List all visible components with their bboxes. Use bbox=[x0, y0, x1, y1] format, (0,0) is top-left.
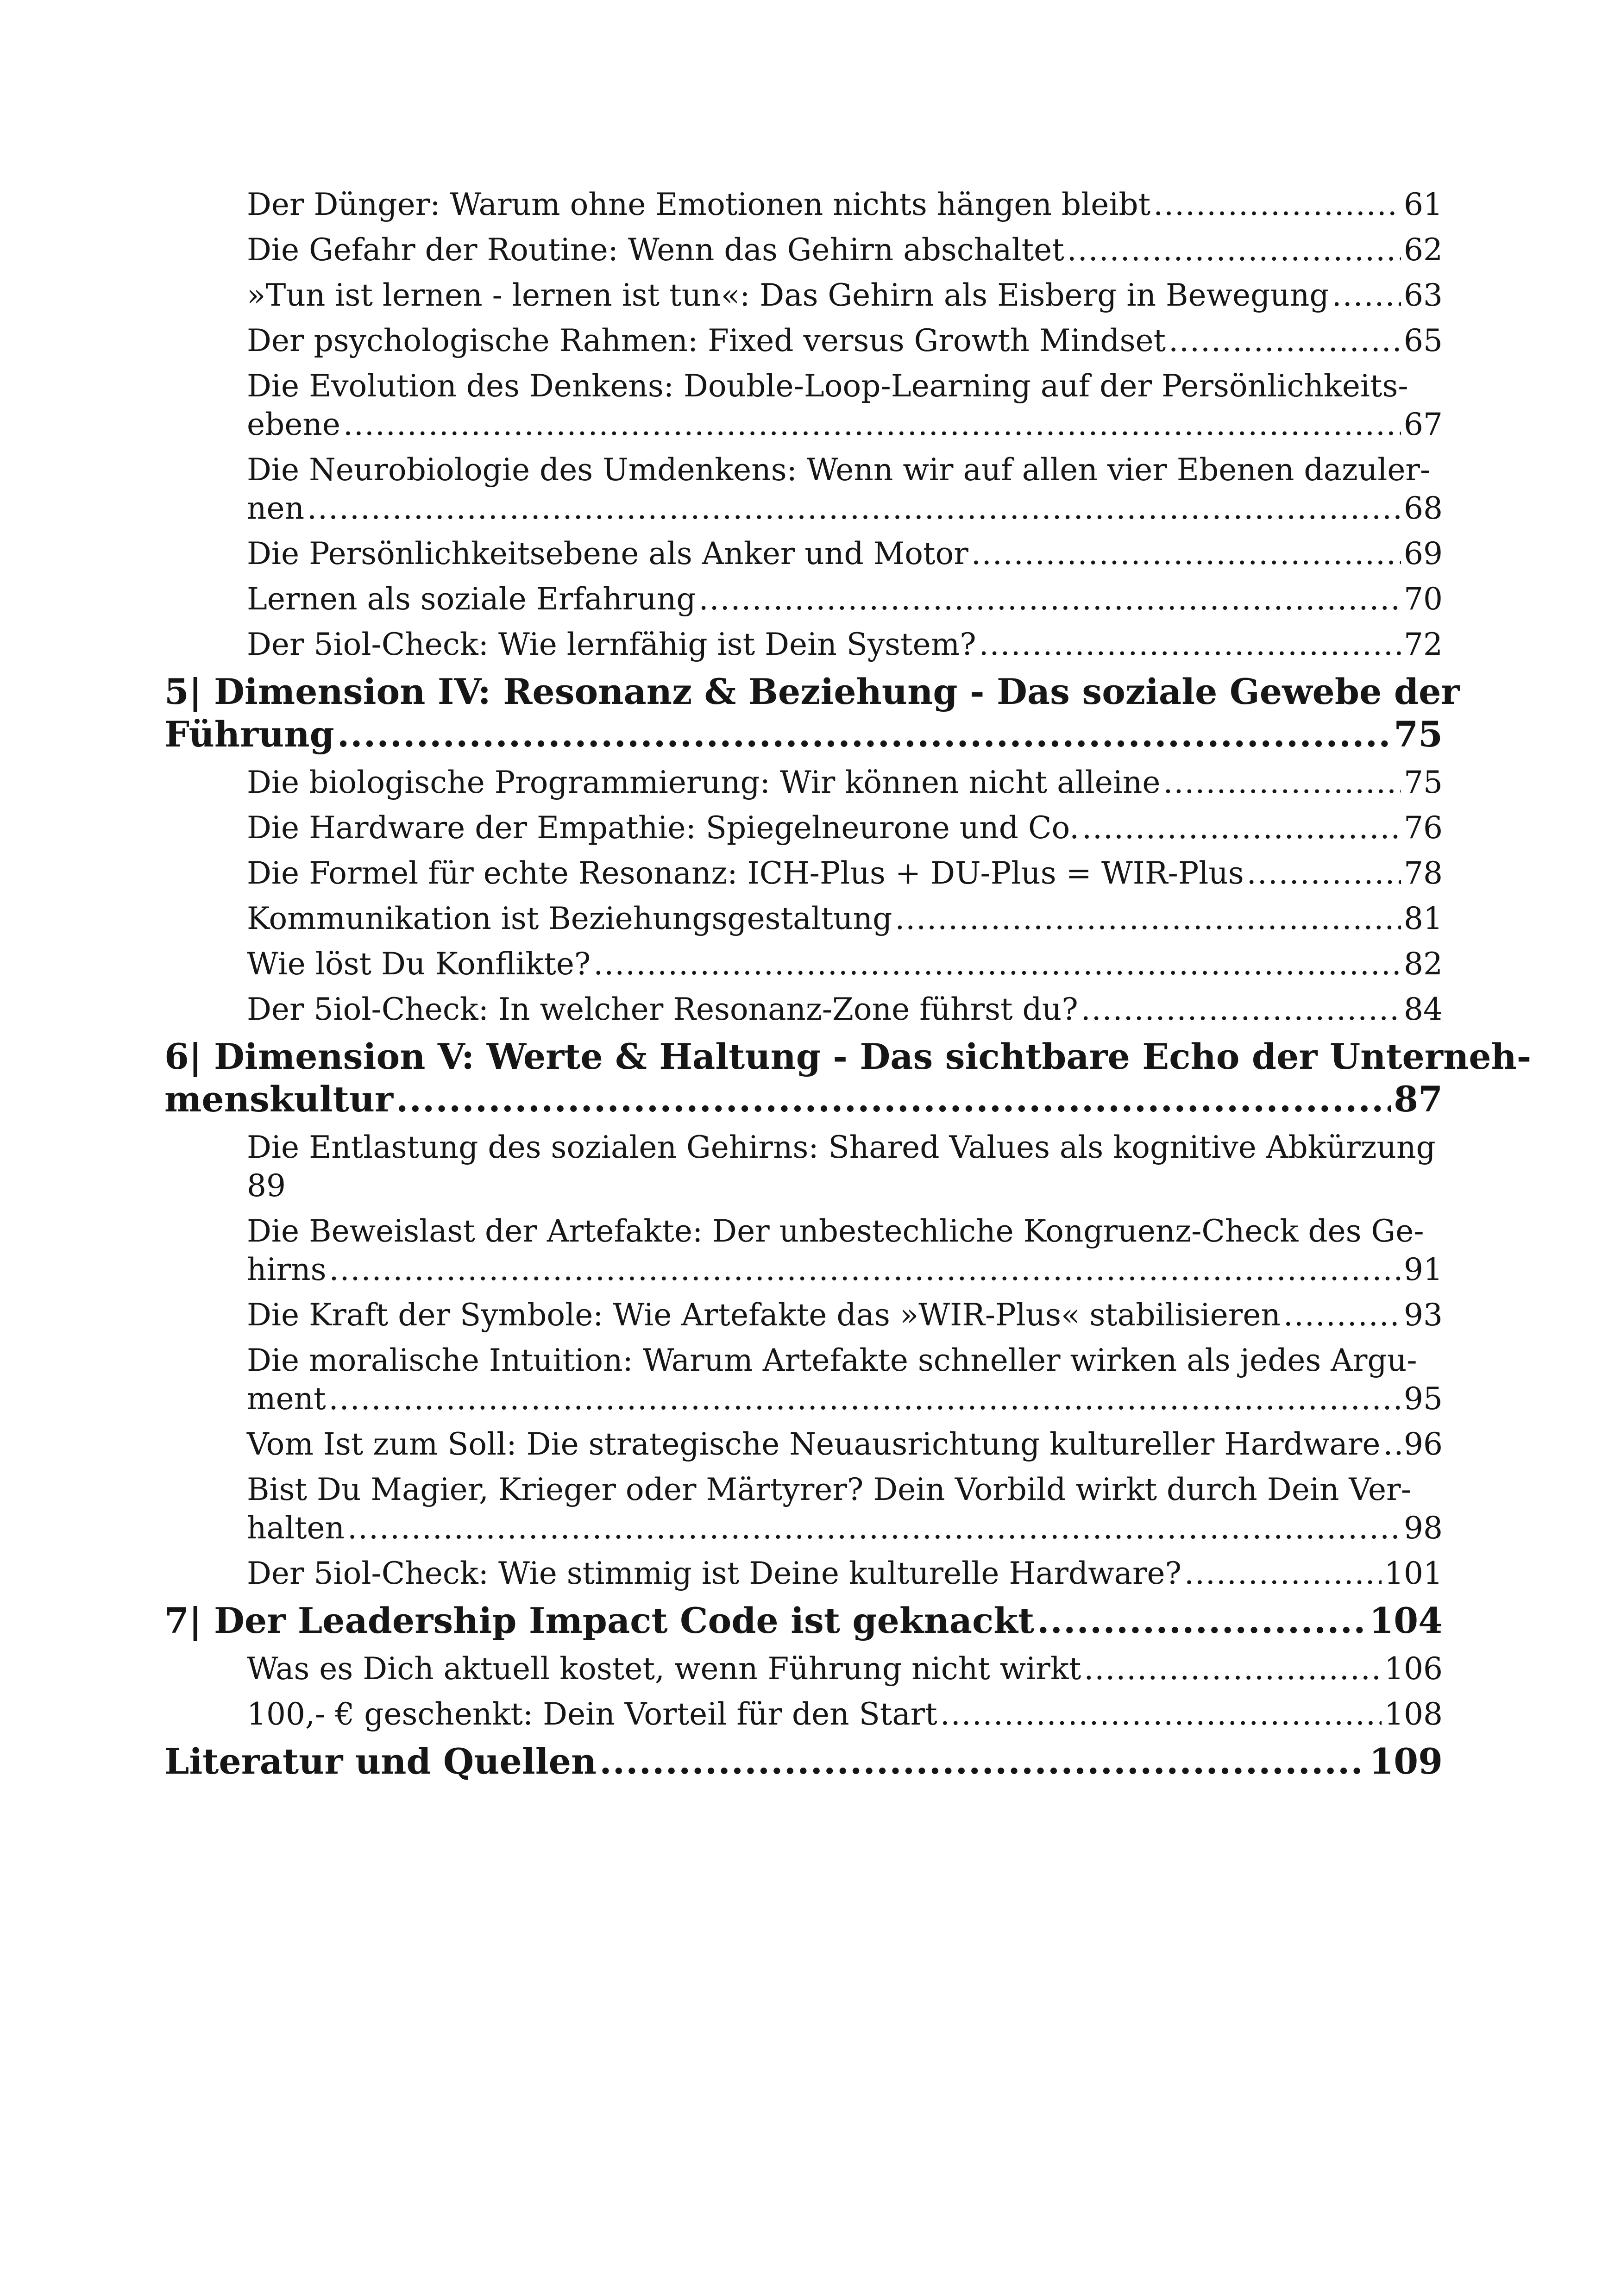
entry-title: Die Gefahr der Routine: Wenn das Gehirn abschaltet bbox=[247, 232, 1064, 268]
page-number: 106 bbox=[1384, 1651, 1443, 1687]
entry-title-line: Die Evolution des Denkens: Double-Loop-Learning auf der Persönlichkeits- bbox=[247, 368, 1408, 404]
dot-leader bbox=[979, 625, 1401, 664]
page-number: 65 bbox=[1404, 323, 1443, 358]
entry-title: Die Persönlichkeitsebene als Anker und Motor bbox=[247, 536, 968, 571]
dot-leader bbox=[1067, 231, 1401, 269]
page-number: 91 bbox=[1404, 1252, 1443, 1287]
toc-entry[interactable] bbox=[164, 534, 1443, 573]
entry-title: »Tun ist lernen - lernen ist tun«: Das Gehirn als Eisberg in Bewegung bbox=[247, 277, 1329, 313]
entry-title: Der 5iol-Check: Wie lernfähig ist Dein System? bbox=[247, 627, 976, 662]
toc-chapter[interactable] bbox=[164, 1600, 1443, 1642]
toc-chapter[interactable] bbox=[164, 671, 1460, 756]
page-number: 67 bbox=[1404, 407, 1443, 442]
dot-leader bbox=[337, 713, 1391, 756]
toc-entry[interactable] bbox=[164, 1296, 1443, 1334]
toc-chapter[interactable] bbox=[164, 1740, 1443, 1783]
toc-entry[interactable] bbox=[164, 854, 1443, 892]
toc-entry[interactable] bbox=[164, 1695, 1443, 1733]
chapter-title-continuation: menskultur bbox=[164, 1079, 393, 1120]
entry-title: Die Kraft der Symbole: Wie Artefakte das »WIR-Plus« stabilisieren bbox=[247, 1297, 1281, 1333]
dot-leader bbox=[1153, 185, 1401, 224]
page-number: 70 bbox=[1404, 581, 1443, 617]
dot-leader bbox=[347, 1509, 1401, 1547]
toc-entry[interactable] bbox=[164, 899, 1443, 938]
dot-leader bbox=[1247, 854, 1401, 892]
dot-leader bbox=[329, 1380, 1401, 1418]
dot-leader bbox=[329, 1250, 1401, 1289]
entry-title: 100,- € geschenkt: Dein Vorteil für den Start bbox=[247, 1696, 937, 1732]
dot-leader bbox=[343, 405, 1401, 444]
dot-leader bbox=[1332, 276, 1401, 314]
toc-entry[interactable] bbox=[164, 1212, 1443, 1289]
entry-title: Die Hardware der Empathie: Spiegelneurone und Co. bbox=[247, 810, 1080, 846]
page-number: 75 bbox=[1394, 714, 1443, 755]
toc-entry[interactable] bbox=[164, 990, 1443, 1029]
entry-title-line: Die moralische Intuition: Warum Artefakte schneller wirken als jedes Argu- bbox=[247, 1342, 1417, 1378]
page-number: 69 bbox=[1404, 536, 1443, 571]
entry-title-line: Die Neurobiologie des Umdenkens: Wenn wir auf allen vier Ebenen dazuler- bbox=[247, 452, 1431, 488]
chapter-title: Literatur und Quellen bbox=[164, 1741, 597, 1782]
entry-title: Lernen als soziale Erfahrung bbox=[247, 581, 696, 617]
entry-title: Der 5iol-Check: In welcher Resonanz-Zone führst du? bbox=[247, 991, 1078, 1027]
dot-leader bbox=[1163, 763, 1401, 802]
entry-title-continuation: halten bbox=[247, 1510, 345, 1546]
page-number: 101 bbox=[1384, 1556, 1443, 1591]
page-number: 108 bbox=[1384, 1696, 1443, 1732]
dot-leader bbox=[1383, 1425, 1401, 1463]
dot-leader bbox=[396, 1078, 1391, 1121]
dot-leader bbox=[940, 1695, 1382, 1733]
toc-entry[interactable] bbox=[164, 321, 1443, 360]
toc-entry[interactable] bbox=[164, 625, 1443, 664]
dot-leader bbox=[1082, 809, 1401, 847]
toc-entry[interactable] bbox=[164, 809, 1443, 847]
table-of-contents bbox=[164, 185, 1532, 1790]
toc-entry[interactable] bbox=[164, 451, 1443, 527]
toc-entry[interactable] bbox=[164, 1470, 1443, 1547]
toc-entry[interactable] bbox=[164, 1554, 1443, 1593]
dot-leader bbox=[1084, 1650, 1382, 1688]
dot-leader bbox=[599, 1740, 1366, 1783]
page-number: 62 bbox=[1404, 232, 1443, 268]
page-number: 84 bbox=[1404, 991, 1443, 1027]
chapter-title-continuation: Führung bbox=[164, 714, 334, 755]
entry-title-continuation: ment bbox=[247, 1381, 326, 1417]
toc-entry[interactable] bbox=[164, 1650, 1443, 1688]
page-number: 75 bbox=[1404, 765, 1443, 800]
dot-leader bbox=[971, 534, 1401, 573]
page-number: 68 bbox=[1404, 490, 1443, 526]
toc-entry[interactable] bbox=[164, 185, 1443, 224]
toc-entry[interactable] bbox=[164, 1128, 1443, 1205]
toc-entry[interactable] bbox=[164, 367, 1443, 444]
page-number: 76 bbox=[1404, 810, 1443, 846]
entry-title-line: Bist Du Magier, Krieger oder Märtyrer? Dein Vorbild wirkt durch Dein Ver- bbox=[247, 1472, 1411, 1507]
page-number: 98 bbox=[1404, 1510, 1443, 1546]
dot-leader bbox=[895, 899, 1401, 938]
dot-leader bbox=[1184, 1554, 1382, 1593]
chapter-title-line: 6| Dimension V: Werte & Haltung - Das sichtbare Echo der Unterneh- bbox=[164, 1036, 1532, 1077]
chapter-title-line: 5| Dimension IV: Resonanz & Beziehung - Das soziale Gewebe der bbox=[164, 671, 1460, 712]
page-number: 63 bbox=[1404, 277, 1443, 313]
entry-title: Der 5iol-Check: Wie stimmig ist Deine kulturelle Hardware? bbox=[247, 1556, 1181, 1591]
page-number: 95 bbox=[1404, 1381, 1443, 1417]
entry-title: Der Dünger: Warum ohne Emotionen nichts hängen bleibt bbox=[247, 187, 1151, 222]
entry-title: Wie löst Du Konflikte? bbox=[247, 946, 591, 982]
toc-entry[interactable] bbox=[164, 1425, 1443, 1463]
dot-leader bbox=[1283, 1296, 1401, 1334]
dot-leader bbox=[593, 945, 1401, 983]
toc-entry[interactable] bbox=[164, 580, 1443, 618]
entry-title: Der psychologische Rahmen: Fixed versus Growth Mindset bbox=[247, 323, 1166, 358]
page-number: 72 bbox=[1404, 627, 1443, 662]
page-number: 61 bbox=[1404, 187, 1443, 222]
page-number: 78 bbox=[1404, 855, 1443, 891]
entry-title: Die biologische Programmierung: Wir können nicht alleine bbox=[247, 765, 1161, 800]
entry-title-continuation: nen bbox=[247, 490, 305, 526]
entry-title: Kommunikation ist Beziehungsgestaltung bbox=[247, 901, 892, 936]
dot-leader bbox=[1169, 321, 1401, 360]
page-number: 87 bbox=[1394, 1079, 1443, 1120]
toc-entry[interactable] bbox=[164, 763, 1443, 802]
dot-leader bbox=[699, 580, 1401, 618]
toc-entry[interactable] bbox=[164, 945, 1443, 983]
page-number: 89 bbox=[247, 1168, 286, 1204]
dot-leader bbox=[307, 489, 1401, 527]
page-number: 81 bbox=[1404, 901, 1443, 936]
entry-title: Was es Dich aktuell kostet, wenn Führung nicht wirkt bbox=[247, 1651, 1081, 1687]
dot-leader bbox=[1037, 1600, 1366, 1642]
page-number: 82 bbox=[1404, 946, 1443, 982]
page-number: 96 bbox=[1404, 1426, 1443, 1462]
toc-entry[interactable] bbox=[164, 231, 1443, 269]
entry-title-line: Die Entlastung des sozialen Gehirns: Shared Values als kognitive Abkürzung bbox=[247, 1129, 1436, 1165]
entry-title: Vom Ist zum Soll: Die strategische Neuausrichtung kultureller Hardware bbox=[247, 1426, 1381, 1462]
page-number: 93 bbox=[1404, 1297, 1443, 1333]
toc-chapter[interactable] bbox=[164, 1035, 1532, 1121]
toc-entry[interactable] bbox=[164, 1341, 1443, 1418]
entry-title-line: Die Beweislast der Artefakte: Der unbestechliche Kongruenz-Check des Ge- bbox=[247, 1213, 1424, 1249]
toc-entry[interactable] bbox=[164, 276, 1443, 314]
entry-title-continuation: hirns bbox=[247, 1252, 327, 1287]
page-number: 109 bbox=[1369, 1741, 1443, 1782]
dot-leader bbox=[1081, 990, 1401, 1029]
chapter-title: 7| Der Leadership Impact Code ist geknackt bbox=[164, 1600, 1035, 1641]
entry-title: Die Formel für echte Resonanz: ICH-Plus + DU-Plus = WIR-Plus bbox=[247, 855, 1244, 891]
entry-title-continuation: ebene bbox=[247, 407, 340, 442]
page-number: 104 bbox=[1369, 1600, 1443, 1641]
